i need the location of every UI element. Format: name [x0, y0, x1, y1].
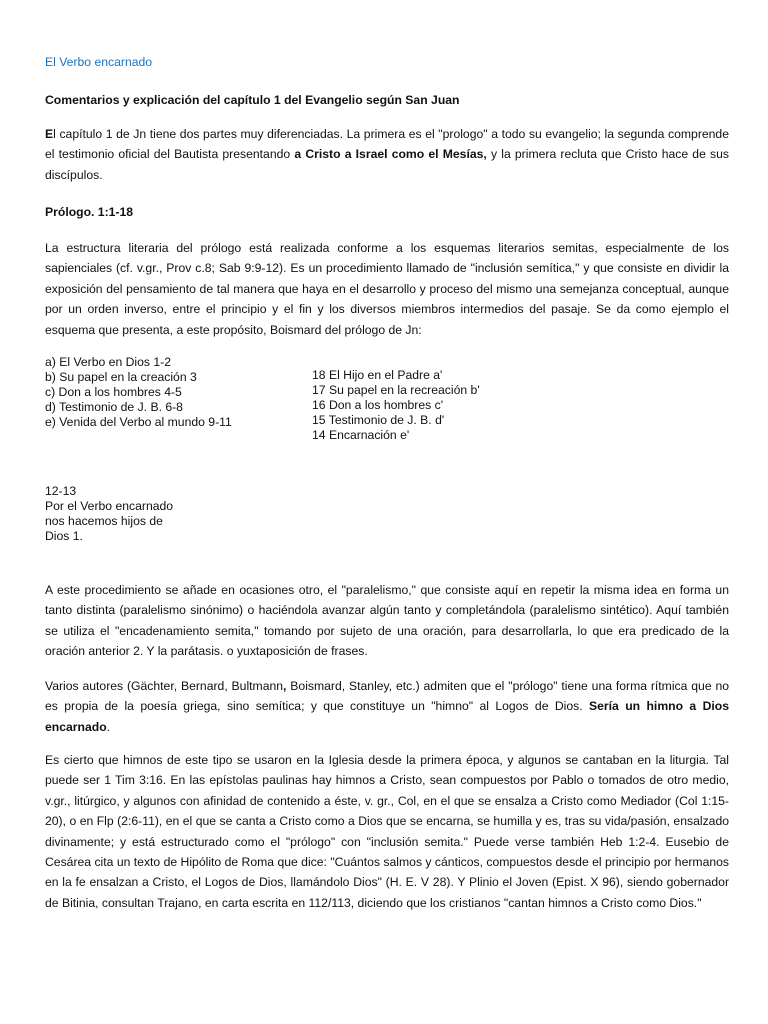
- scheme-right-item: 16 Don a los hombres c': [312, 398, 444, 413]
- intro-paragraph: [45, 124, 729, 185]
- scheme-right-item: 14 Encarnación e': [312, 428, 410, 443]
- authors-paragraph: [45, 676, 729, 737]
- intro-text-1: l capítulo 1 de Jn tiene dos partes muy diferenciadas. La primera es el "prologo" a todo su evangelio; la segunda comprende el testimonio oficial del Bautista presentando: [45, 127, 729, 162]
- scheme-left-item: a) El Verbo en Dios 1-2: [45, 355, 172, 369]
- scheme-left-item: b) Su papel en la creación 3: [45, 370, 197, 385]
- scheme-left-item: d) Testimonio de J. B. 6-8: [45, 400, 183, 415]
- authors-bold-text: Sería un himno a Dios encarnado: [45, 699, 729, 734]
- intro-bold-text: a Cristo a Israel como el Mesías,: [294, 147, 487, 162]
- prologue-paragraph: La estructura literaria del prólogo está realizada conforme a los esquemas literarios semitas, especialmente de los sapienciales (cf. v.gr., Prov c.8; Sab 9:9-12). Es un procedimiento llamado de "inclusión semítica," y que consiste en dividir la exposición del pensamiento de tal manera que haya en el desarrollo y proceso del mismo una semejanza conceptual, aunque por un orden inverso, entre el principio y el fin y los diversos miembros intermedios del pasaje. Se da como ejemplo el esquema que presenta, a este propósito, Boismard del prólogo de Jn:: [45, 241, 729, 337]
- scheme-left-column: [45, 355, 232, 430]
- authors-text-2: Boismard, Stanley, etc.) admiten que el "prólogo" tiene una forma rítmica que no es propia de la poesía griega, sino semítica; y que constituye un "himno" al Logos de Dios.: [45, 679, 729, 714]
- authors-text-1: Varios autores (Gächter, Bernard, Bultmann: [45, 679, 284, 693]
- scheme-right-column: [312, 368, 480, 443]
- scheme-left-item: c) Don a los hombres 4-5: [45, 385, 182, 400]
- subtitle-heading: Comentarios y explicación del capítulo 1 del Evangelio según San Juan: [45, 93, 460, 107]
- title-link[interactable]: El Verbo encarnado: [45, 55, 153, 69]
- scheme-center-line: Dios 1.: [45, 529, 83, 544]
- intro-text-2: y la primera recluta que Cristo hace de sus discípulos.: [45, 147, 730, 182]
- hymns-paragraph: Es cierto que himnos de este tipo se usaron en la Iglesia desde la primera época, y algunos se cantaban en la liturgia. Tal puede ser 1 Tim 3:16. En las epístolas paulinas hay himnos a Cristo, sean compuestos por Pablo o tomados de otro medio, v.gr., litúrgico, y algunos con afinidad de contenido a éste, v. gr., Col, en el que se ensalza a Cristo como Mediador (Col 1:15-20), o en Flp (2:6-11), en el que se canta a Cristo como a Dios que se encarna, se humilla y es, tras su vida/pasión, ensalzado divinamente; y está estructurado como el "prólogo" con "inclusión semita." Puede verse también Heb 1:2-4. Eusebio de Cesárea cita un texto de Hipólito de Roma que dice: "Cuántos salmos y cánticos, compuestos desde el principio por hermanos en la fe ensalzan a Cristo, el Logos de Dios, llamándolo Dios" (H. E. V 28). Y Plinio el Joven (Epist. X 96), siendo gobernador de Bitinia, consultan Trajano, en carta escrita en 112/113, diciendo que los cristianos "cantan himnos a Cristo como Dios.": [45, 753, 729, 910]
- scheme-center-block: [45, 484, 173, 544]
- authors-bold-comma: ,: [283, 679, 287, 693]
- prologue-heading: Prólogo. 1:1-18: [45, 205, 134, 219]
- authors-end: .: [106, 719, 111, 734]
- scheme-right-item: 17 Su papel en la recreación b': [312, 383, 480, 398]
- scheme-center-line: 12-13: [45, 484, 77, 498]
- parallelism-paragraph: A este procedimiento se añade en ocasiones otro, el "paralelismo," que consiste aquí en repetir la misma idea en forma un tanto distinta (paralelismo sinónimo) o haciéndola avanzar algún tanto y completándola (paralelismo sintético). Aquí también se utiliza el "encadenamiento semita," tomando por sujeto de una oración, para desarrollarla, lo que era predicado de la oración anterior 2. Y la parátasis. o yuxtaposición de frases.: [45, 583, 729, 659]
- scheme-center-line: Por el Verbo encarnado: [45, 499, 174, 514]
- scheme-right-item: 18 El Hijo en el Padre a': [312, 368, 443, 382]
- intro-drop-letter: E: [45, 127, 54, 141]
- scheme-left-item: e) Venida del Verbo al mundo 9-11: [45, 415, 232, 430]
- scheme-center-line: nos hacemos hijos de: [45, 514, 163, 529]
- scheme-right-item: 15 Testimonio de J. B. d': [312, 413, 445, 428]
